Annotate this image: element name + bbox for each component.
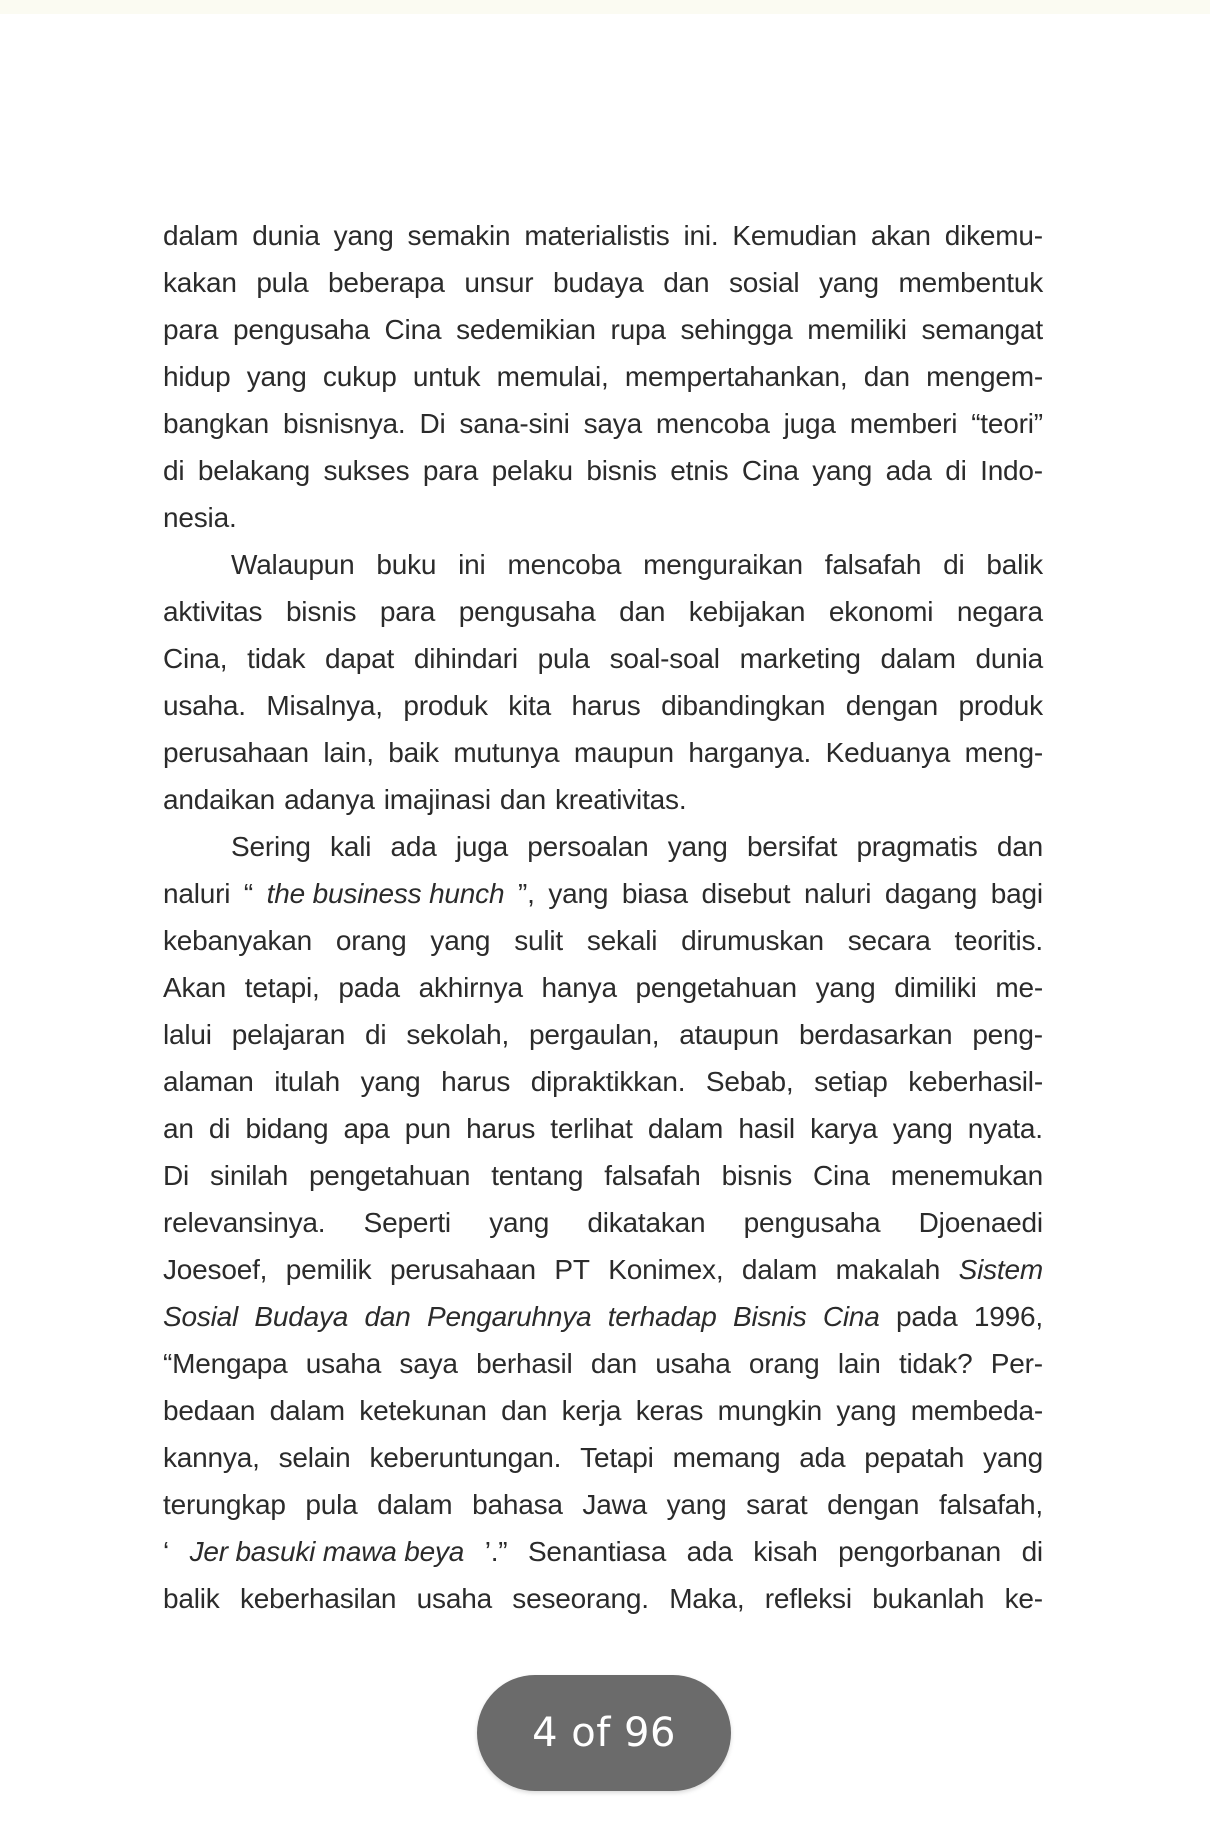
word: mungkin	[717, 1395, 823, 1426]
word: dalam	[880, 643, 956, 674]
word: ada	[885, 455, 932, 486]
word: pengusaha	[458, 596, 596, 627]
word: pada	[338, 972, 400, 1003]
word: bagi	[990, 878, 1043, 909]
word: buku	[376, 549, 437, 580]
word: Joesoef,	[163, 1254, 268, 1285]
word: Indo-	[980, 455, 1043, 486]
word: di	[208, 1113, 231, 1144]
word: naluri	[163, 878, 231, 909]
word: kannya,	[163, 1442, 260, 1473]
word: sehingga	[680, 314, 793, 345]
word: dan	[619, 596, 666, 627]
word: pengorbanan	[838, 1536, 1002, 1567]
word: belakang	[197, 455, 310, 486]
word: lain	[837, 1348, 881, 1379]
text-line	[163, 870, 1043, 917]
word: ataupun	[679, 1019, 780, 1050]
word: balik	[986, 549, 1043, 580]
word: budaya	[553, 267, 644, 298]
italic-word: Bisnis	[733, 1301, 807, 1332]
italic-word: terhadap	[607, 1301, 717, 1332]
word: yang	[812, 455, 873, 486]
word: dibandingkan	[661, 690, 826, 721]
word: di	[365, 1019, 387, 1050]
text-line	[163, 1293, 1043, 1340]
word: orang	[335, 925, 407, 956]
word: Djoenaedi	[918, 1207, 1043, 1238]
word: nyata.	[967, 1113, 1043, 1144]
word: harus	[571, 690, 641, 721]
word: meng-	[964, 737, 1043, 768]
word: dihindari	[413, 643, 518, 674]
word: harus	[466, 1113, 536, 1144]
word: pengusaha	[233, 314, 370, 345]
word: di	[1021, 1536, 1043, 1567]
word: hasil	[738, 1113, 795, 1144]
word: dapat	[325, 643, 395, 674]
word: Walaupun	[231, 549, 355, 580]
word: yang	[666, 1489, 727, 1520]
word: falsafah,	[938, 1489, 1043, 1520]
text-line	[163, 494, 1043, 541]
word: Seperti	[363, 1207, 451, 1238]
word: bersifat	[746, 831, 838, 862]
word: dunia	[252, 220, 320, 251]
word: pragmatis	[856, 831, 978, 862]
word: saya	[583, 408, 642, 439]
text-line	[163, 1528, 1043, 1575]
word: keras	[635, 1395, 704, 1426]
word: menemukan	[890, 1160, 1043, 1191]
word: me-	[995, 972, 1043, 1003]
word: relevansinya.	[163, 1207, 326, 1238]
italic-word: Pengaruhnya	[426, 1301, 592, 1332]
word: bisnisnya.	[282, 408, 406, 439]
word: perusahaan	[389, 1254, 536, 1285]
word: sekali	[586, 925, 658, 956]
word: Senantiasa	[527, 1536, 667, 1567]
word: sekolah,	[406, 1019, 510, 1050]
word: Maka,	[669, 1583, 745, 1614]
word: Sering	[231, 831, 311, 862]
word: dan	[499, 784, 546, 815]
word: Cina	[384, 314, 442, 345]
word: refleksi	[764, 1583, 852, 1614]
word: yang	[892, 1113, 953, 1144]
word: imajinasi	[383, 784, 491, 815]
word: pelajaran	[231, 1019, 346, 1050]
word: kisah	[753, 1536, 818, 1567]
word: “Mengapa	[163, 1348, 288, 1379]
text-line	[163, 259, 1043, 306]
word: dan	[590, 1348, 637, 1379]
word: dalam	[741, 1254, 818, 1285]
word: pada	[895, 1301, 958, 1332]
word: Cina	[741, 455, 799, 486]
word: keberhasil-	[908, 1066, 1043, 1097]
word: kebijakan	[688, 596, 806, 627]
word: di	[163, 455, 185, 486]
word: dan	[663, 267, 710, 298]
word: rupa	[610, 314, 666, 345]
text-line	[163, 1387, 1043, 1434]
text-line	[163, 1246, 1043, 1293]
word: mempertahankan,	[624, 361, 848, 392]
word: juga	[783, 408, 836, 439]
word: falsafah	[604, 1160, 701, 1191]
word: pula	[537, 643, 590, 674]
word: produk	[958, 690, 1043, 721]
word: semangat	[921, 314, 1043, 345]
text-line	[163, 823, 1043, 870]
word: “teori”	[971, 408, 1043, 439]
italic-word: the business hunch	[266, 878, 505, 909]
word: akan	[870, 220, 931, 251]
word: pelaku	[491, 455, 573, 486]
word: berdasarkan	[798, 1019, 953, 1050]
word: ’.”	[484, 1536, 508, 1567]
word: di	[943, 549, 965, 580]
word: Sebab,	[705, 1066, 794, 1097]
word: Di	[163, 1160, 190, 1191]
text-line	[163, 1340, 1043, 1387]
word: sedemikian	[456, 314, 596, 345]
word: ekonomi	[828, 596, 934, 627]
word: dalam	[647, 1113, 724, 1144]
word: sulit	[514, 925, 563, 956]
word: Jawa	[582, 1489, 647, 1520]
word: pengetahuan	[308, 1160, 471, 1191]
text-line	[163, 964, 1043, 1011]
word: dengan	[845, 690, 939, 721]
text-line	[163, 1575, 1043, 1622]
word: mencoba	[655, 408, 770, 439]
text-line	[163, 1105, 1043, 1152]
word: para	[163, 314, 219, 345]
word: dan	[996, 831, 1043, 862]
word: adanya	[284, 784, 375, 815]
word: ada	[390, 831, 437, 862]
word: karya	[810, 1113, 878, 1144]
word: andaikan	[163, 784, 276, 815]
word: bangkan	[163, 408, 270, 439]
word: tidak?	[898, 1348, 973, 1379]
word: biasa	[621, 878, 688, 909]
text-line	[163, 353, 1043, 400]
word: yang	[246, 361, 307, 392]
word: ”,	[517, 878, 535, 909]
word: perusahaan	[163, 737, 309, 768]
text-line	[163, 212, 1043, 259]
word: balik	[163, 1583, 220, 1614]
word: kerja	[561, 1395, 622, 1426]
word: orang	[748, 1348, 820, 1379]
text-line	[163, 1199, 1043, 1246]
word: bisnis	[285, 596, 357, 627]
word: seseorang.	[512, 1583, 649, 1614]
word: setiap	[814, 1066, 888, 1097]
word: memang	[672, 1442, 781, 1473]
word: dirumuskan	[681, 925, 824, 956]
word: itulah	[274, 1066, 340, 1097]
italic-word: Cina	[822, 1301, 880, 1332]
word: yang	[430, 925, 491, 956]
word: Cina,	[163, 643, 228, 674]
document-page-text	[163, 212, 1043, 1622]
word: ada	[686, 1536, 733, 1567]
word: dengan	[827, 1489, 920, 1520]
word: Konimex,	[608, 1254, 724, 1285]
word: dipraktikkan.	[530, 1066, 686, 1097]
word: para	[379, 596, 436, 627]
word: dalam	[163, 220, 239, 251]
word: berhasil	[476, 1348, 573, 1379]
word: yang	[548, 878, 609, 909]
italic-word: Sosial	[163, 1301, 239, 1332]
word: dagang	[884, 878, 978, 909]
italic-word: dan	[364, 1301, 411, 1332]
word: terungkap	[163, 1489, 286, 1520]
word: sinilah	[210, 1160, 288, 1191]
page-indicator-label: 4 of 96	[532, 1710, 676, 1756]
word: “	[243, 878, 254, 909]
word: pula	[305, 1489, 358, 1520]
text-line	[163, 635, 1043, 682]
word: mengem-	[926, 361, 1043, 392]
word: pun	[404, 1113, 451, 1144]
word: yang	[836, 1395, 897, 1426]
word: Cina	[812, 1160, 870, 1191]
word: bukanlah	[872, 1583, 985, 1614]
word: kakan	[163, 267, 237, 298]
text-line	[163, 447, 1043, 494]
word: hanya	[541, 972, 617, 1003]
word: mencoba	[507, 549, 622, 580]
text-line	[163, 588, 1043, 635]
word: dan	[863, 361, 910, 392]
word: yang	[333, 220, 394, 251]
word: sarat	[746, 1489, 808, 1520]
word: bisnis	[586, 455, 657, 486]
word: Keduanya	[825, 737, 951, 768]
word: disebut	[701, 878, 791, 909]
word: 1996,	[973, 1301, 1043, 1332]
word: makalah	[835, 1254, 941, 1285]
word: keberuntungan.	[369, 1442, 562, 1473]
word: usaha	[416, 1583, 492, 1614]
word: naluri	[803, 878, 872, 909]
word: etnis	[670, 455, 729, 486]
word: tentang	[491, 1160, 584, 1191]
word: kebanyakan	[163, 925, 313, 956]
word: ada	[799, 1442, 846, 1473]
word: yang	[983, 1442, 1043, 1473]
text-line	[163, 729, 1043, 776]
italic-word: Sistem	[958, 1254, 1043, 1285]
word: pengusaha	[743, 1207, 881, 1238]
word: dunia	[975, 643, 1043, 674]
word: soal-soal	[609, 643, 720, 674]
word: nesia.	[163, 502, 237, 533]
text-line	[163, 1152, 1043, 1199]
word: membeda-	[910, 1395, 1043, 1426]
word: bidang	[245, 1113, 329, 1144]
word: unsur	[464, 267, 534, 298]
word: harus	[441, 1066, 511, 1097]
text-line	[163, 682, 1043, 729]
word: harganya.	[688, 737, 812, 768]
word: Di	[419, 408, 446, 439]
text-line	[163, 1481, 1043, 1528]
word: ini.	[683, 220, 719, 251]
word: pergaulan,	[528, 1019, 660, 1050]
word: pemilik	[285, 1254, 372, 1285]
word: usaha.	[163, 690, 246, 721]
word: PT	[554, 1254, 590, 1285]
word: persoalan	[527, 831, 649, 862]
word: semakin	[407, 220, 511, 251]
word: alaman	[163, 1066, 254, 1097]
word: dalam	[377, 1489, 453, 1520]
word: kali	[330, 831, 372, 862]
word: baik	[388, 737, 439, 768]
word: falsafah	[824, 549, 922, 580]
word: usaha	[655, 1348, 731, 1379]
word: peng-	[972, 1019, 1043, 1050]
italic-word: Budaya	[254, 1301, 349, 1332]
word: usaha	[305, 1348, 382, 1379]
word: pengetahuan	[635, 972, 797, 1003]
word: ‘	[163, 1536, 170, 1567]
word: menguraikan	[643, 549, 803, 580]
word: pula	[256, 267, 309, 298]
word: selain	[278, 1442, 351, 1473]
text-line	[163, 1058, 1043, 1105]
text-line	[163, 400, 1043, 447]
word: sukses	[323, 455, 410, 486]
word: dikemu-	[944, 220, 1043, 251]
word: aktivitas	[163, 596, 263, 627]
word: yang	[360, 1066, 421, 1097]
word: dalam	[269, 1395, 345, 1426]
word: juga	[455, 831, 509, 862]
word: dan	[501, 1395, 548, 1426]
text-line	[163, 306, 1043, 353]
word: yang	[667, 831, 728, 862]
word: lalui	[163, 1019, 212, 1050]
word: an	[163, 1113, 194, 1144]
word: Misalnya,	[266, 690, 383, 721]
word: para	[422, 455, 479, 486]
word: bisnis	[721, 1160, 792, 1191]
word: secara	[847, 925, 931, 956]
word: kita	[508, 690, 552, 721]
word: terlihat	[550, 1113, 633, 1144]
word: membentuk	[898, 267, 1043, 298]
page-indicator[interactable]	[477, 1675, 731, 1791]
word: maupun	[573, 737, 674, 768]
word: yang	[489, 1207, 550, 1238]
word: Kemudian	[732, 220, 857, 251]
word: ketekunan	[359, 1395, 487, 1426]
word: negara	[956, 596, 1043, 627]
word: bedaan	[163, 1395, 256, 1426]
word: marketing	[739, 643, 861, 674]
italic-word: Jer basuki mawa beya	[189, 1536, 465, 1567]
word: di	[945, 455, 967, 486]
word: keberhasilan	[239, 1583, 397, 1614]
word: dimiliki	[894, 972, 977, 1003]
word: mutunya	[453, 737, 560, 768]
word: bahasa	[472, 1489, 563, 1520]
word: ini	[458, 549, 486, 580]
word: hidup	[163, 361, 231, 392]
word: kreativitas.	[554, 784, 687, 815]
word: teoritis.	[954, 925, 1043, 956]
word: beberapa	[328, 267, 445, 298]
word: Tetapi	[580, 1442, 654, 1473]
word: sosial	[729, 267, 800, 298]
word: tidak	[247, 643, 306, 674]
word: sana-sini	[459, 408, 570, 439]
word: untuk	[412, 361, 481, 392]
text-line	[163, 776, 1043, 823]
text-line	[163, 1434, 1043, 1481]
word: memulai,	[496, 361, 609, 392]
word: apa	[343, 1113, 390, 1144]
word: akhirnya	[418, 972, 523, 1003]
text-line	[163, 917, 1043, 964]
word: pepatah	[864, 1442, 965, 1473]
word: memiliki	[807, 314, 907, 345]
word: dikatakan	[587, 1207, 706, 1238]
word: produk	[403, 690, 488, 721]
word: yang	[815, 972, 876, 1003]
word: Akan	[163, 972, 227, 1003]
word: cukup	[322, 361, 397, 392]
word: yang	[818, 267, 879, 298]
word: lain,	[323, 737, 374, 768]
word: materialistis	[524, 220, 670, 251]
word: saya	[399, 1348, 458, 1379]
word: memberi	[849, 408, 958, 439]
text-line	[163, 1011, 1043, 1058]
word: tetapi,	[244, 972, 320, 1003]
word: Per-	[990, 1348, 1043, 1379]
text-line	[163, 541, 1043, 588]
top-edge-strip	[0, 0, 1210, 14]
word: ke-	[1004, 1583, 1043, 1614]
